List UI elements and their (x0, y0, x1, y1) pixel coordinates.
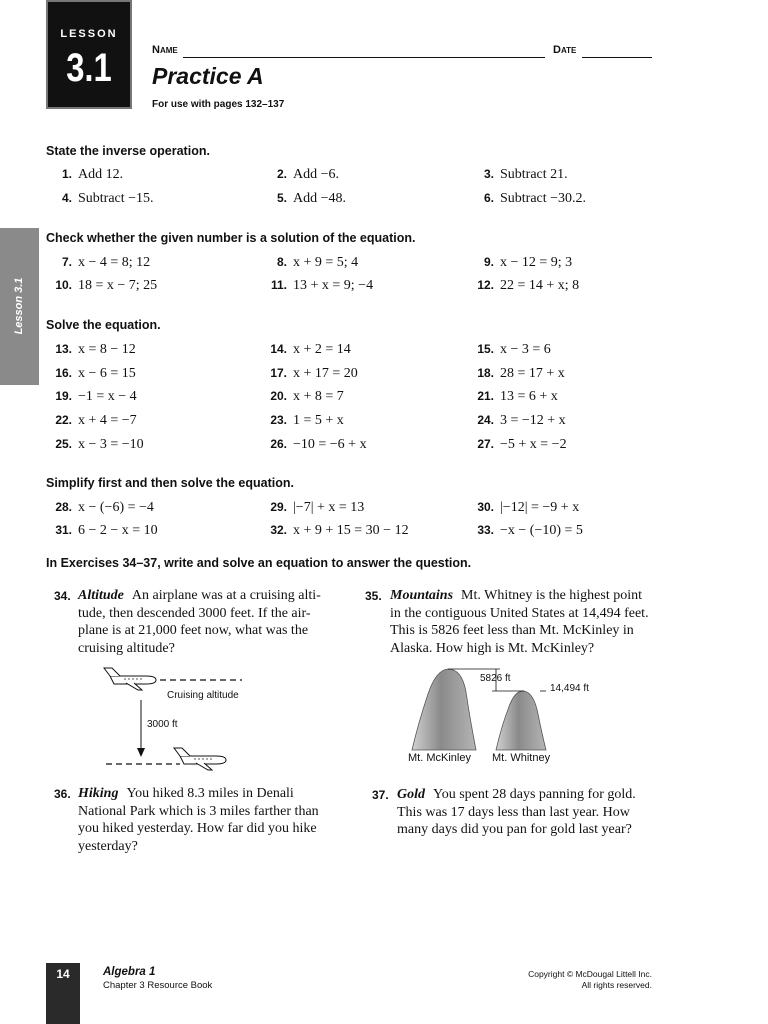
word-problem-hiking: Hiking You hiked 8.3 miles in Denali National Park which is 3 miles farther than you hiked yesterday. How far did you hike yesterday? (78, 786, 319, 854)
airplane-icon (174, 748, 226, 770)
exercise: 31. 6 − 2 − x = 10 (55, 523, 158, 538)
lesson-number: 3.1 (66, 46, 112, 90)
exercise: 7. x − 4 = 8; 12 (61, 255, 151, 270)
exercise: 24. 3 = −12 + x (477, 413, 566, 428)
problem-keyword: Gold (397, 787, 425, 802)
section-heading: Solve the equation. (46, 318, 161, 332)
exercise-number: 35. (365, 589, 382, 603)
section-heading: In Exercises 34–37, write and solve an equation to answer the question. (46, 556, 472, 570)
name-label: Name (152, 44, 178, 56)
word-problem-mountains: Mountains Mt. Whitney is the highest point in the contiguous United States at 14,494 feet. This is 5826 feet less than Mt. McKinley in Alaska. How high is Mt. McKinley? (390, 588, 649, 656)
airplane-icon (104, 668, 156, 690)
exercise: 25. x − 3 = −10 (55, 437, 144, 452)
exercise: 12. 22 = 14 + x; 8 (477, 278, 580, 293)
mckinley-shape (412, 669, 476, 750)
chapter-label: Chapter 3 Resource Book (103, 980, 213, 991)
exercise: 14. x + 2 = 14 (270, 342, 351, 357)
exercise: 4. Subtract −15. (61, 191, 154, 206)
copyright: Copyright © McDougal Littell Inc. All rights reserved. (528, 969, 652, 990)
exercise: 29. |−7| + x = 13 (270, 500, 365, 515)
exercise-number: 34. (54, 589, 71, 603)
exercise: 26. −10 = −6 + x (270, 437, 367, 452)
problem-keyword: Mountains (390, 588, 454, 603)
exercise: 22. x + 4 = −7 (55, 413, 137, 428)
drop-distance-label: 3000 ft (147, 719, 178, 730)
whitney-height-label: 14,494 ft (550, 683, 589, 694)
cruising-altitude-label: Cruising altitude (167, 690, 239, 701)
page-number: 14 (56, 967, 70, 981)
exercise: 15. x − 3 = 6 (477, 342, 551, 357)
exercise: 17. x + 17 = 20 (270, 366, 358, 381)
lesson-word: LESSON (60, 28, 118, 40)
exercise: 10. 18 = x − 7; 25 (55, 278, 158, 293)
exercise: 1. Add 12. (61, 167, 124, 182)
exercise: 3. Subtract 21. (483, 167, 568, 182)
exercise: 2. Add −6. (276, 167, 340, 182)
exercise: 20. x + 8 = 7 (270, 389, 344, 404)
section-heading: Check whether the given number is a solution of the equation. (46, 231, 416, 245)
altitude-figure (100, 664, 260, 774)
page-subtitle: For use with pages 132–137 (152, 99, 285, 110)
whitney-name-label: Mt. Whitney (492, 752, 551, 764)
book-title: Algebra 1 (103, 966, 156, 978)
exercise: 6. Subtract −30.2. (483, 191, 587, 206)
page-number-box (46, 963, 80, 1024)
exercise: 8. x + 9 = 5; 4 (276, 255, 359, 270)
problem-keyword: Altitude (78, 588, 124, 603)
exercise: 23. 1 = 5 + x (270, 413, 344, 428)
exercise: 13. x = 8 − 12 (55, 342, 136, 357)
date-label: Date (553, 44, 577, 56)
exercise: 27. −5 + x = −2 (477, 437, 567, 452)
section-heading: State the inverse operation. (46, 144, 210, 158)
exercise: 11. 13 + x = 9; −4 (270, 278, 374, 293)
name-line (183, 57, 545, 58)
exercise: 33. −x − (−10) = 5 (477, 523, 583, 538)
exercise: 16. x − 6 = 15 (55, 366, 136, 381)
whitney-shape (496, 691, 546, 750)
word-problem-altitude: Altitude An airplane was at a cruising alti- tude, then descended 3000 feet. If the air- plane is at 21,000 feet now, what was the cruising altitude? (78, 588, 321, 656)
side-tab-label: Lesson 3.1 (13, 277, 25, 335)
exercise-number: 37. (372, 788, 389, 802)
exercise: 28. x − (−6) = −4 (55, 500, 154, 515)
height-difference-label: 5826 ft (480, 673, 511, 684)
exercise: 9. x − 12 = 9; 3 (483, 255, 573, 270)
mckinley-name-label: Mt. McKinley (408, 752, 471, 764)
exercise-number: 36. (54, 787, 71, 801)
exercise: 32. x + 9 + 15 = 30 − 12 (270, 523, 409, 538)
problem-keyword: Hiking (78, 786, 119, 801)
section-heading: Simplify first and then solve the equation. (46, 476, 294, 490)
exercise: 30. |−12| = −9 + x (477, 500, 580, 515)
lesson-badge (46, 0, 132, 109)
exercise: 19. −1 = x − 4 (55, 389, 137, 404)
page-title: Practice A (152, 63, 264, 89)
side-tab (0, 228, 39, 385)
word-problem-gold: Gold You spent 28 days panning for gold. This was 17 days less than last year. How many days did you pan for gold last year? (397, 787, 636, 837)
exercise: 18. 28 = 17 + x (477, 366, 565, 381)
exercise: 5. Add −48. (276, 191, 347, 206)
date-line (582, 57, 652, 58)
exercise: 21. 13 = 6 + x (477, 389, 558, 404)
